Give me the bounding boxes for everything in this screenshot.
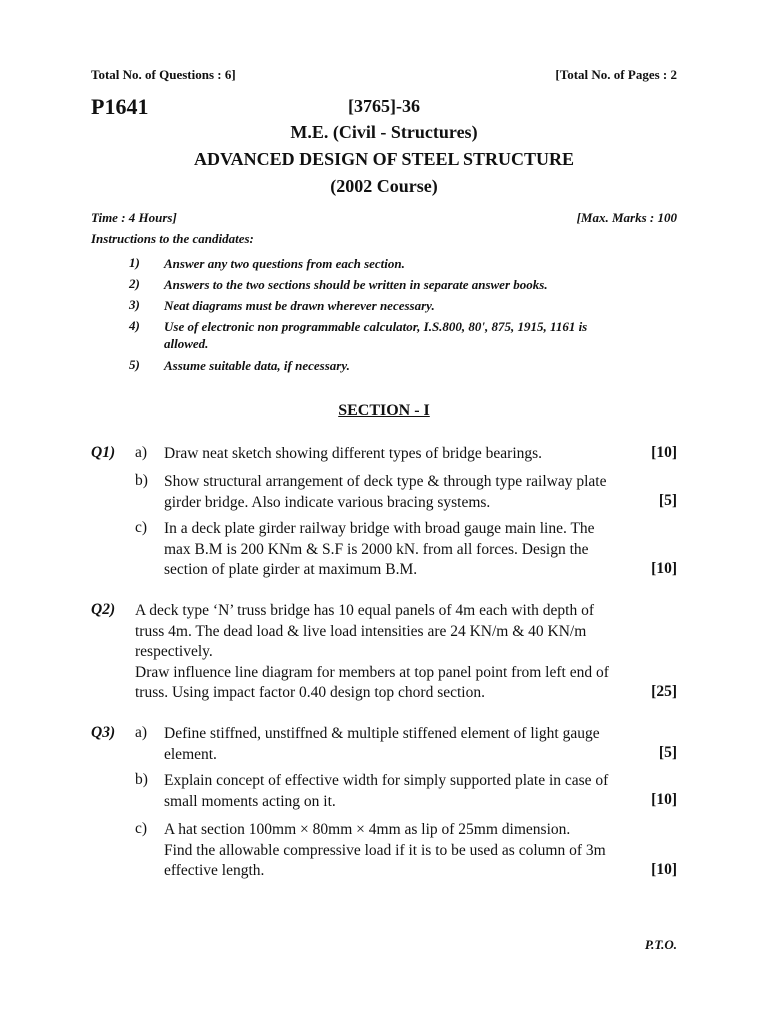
course-title: (2002 Course) bbox=[330, 176, 438, 196]
total-pages: [Total No. of Pages : 2 bbox=[555, 67, 677, 82]
marks: [5] bbox=[658, 492, 677, 509]
question-text: A deck type ‘N’ truss bridge has 10 equal panels of 4m each with depth of truss 4m. The dead load & live load intensities are 24 KN/m & 40 KN/m respectively. Draw influence line diagram for members at top panel point from left end of truss. Using impact factor 0.40 design top chord section. bbox=[135, 602, 609, 701]
instruction-number: 3) bbox=[129, 297, 140, 312]
question-text: Define stiffned, unstiffned & multiple stiffened element of light gauge element. bbox=[164, 725, 600, 763]
time-allowed: Time : 4 Hours] bbox=[91, 210, 177, 225]
degree-title: M.E. (Civil - Structures) bbox=[290, 122, 478, 142]
question-label: Q1) bbox=[91, 444, 116, 461]
instruction-number: 5) bbox=[129, 357, 140, 372]
instruction-number: 4) bbox=[129, 318, 140, 333]
pto-footer: P.T.O. bbox=[644, 937, 677, 952]
question-text: Draw neat sketch showing different types of bridge bearings. bbox=[164, 445, 543, 462]
paper-code: P1641 bbox=[91, 94, 149, 119]
max-marks: [Max. Marks : 100 bbox=[576, 210, 677, 225]
instructions-title: Instructions to the candidates: bbox=[91, 231, 254, 246]
marks: [10] bbox=[651, 560, 677, 577]
question-label: Q3) bbox=[91, 724, 116, 741]
instruction-text: Assume suitable data, if necessary. bbox=[164, 358, 350, 373]
total-questions: Total No. of Questions : 6] bbox=[91, 67, 236, 82]
section-title: SECTION - I bbox=[338, 402, 430, 419]
question-text: Explain concept of effective width for simply supported plate in case of small moments acting on it. bbox=[164, 772, 609, 810]
instruction-text: Use of electronic non programmable calculator, I.S.800, 80', 875, 1915, 1161 is allowed. bbox=[164, 319, 588, 351]
sub-label: b) bbox=[135, 472, 148, 489]
instruction-text: Answers to the two sections should be written in separate answer books. bbox=[164, 277, 548, 292]
marks: [25] bbox=[651, 683, 677, 700]
marks: [10] bbox=[651, 861, 677, 878]
marks: [10] bbox=[651, 791, 677, 808]
instruction-number: 2) bbox=[129, 276, 140, 291]
instruction-number: 1) bbox=[129, 255, 140, 270]
instruction-text: Neat diagrams must be drawn wherever necessary. bbox=[164, 298, 435, 313]
marks: [5] bbox=[658, 744, 677, 761]
subject-title: ADVANCED DESIGN OF STEEL STRUCTURE bbox=[193, 149, 575, 169]
exam-code: [3765]-36 bbox=[348, 96, 420, 116]
instruction-text: Answer any two questions from each section. bbox=[164, 256, 405, 271]
sub-label: c) bbox=[135, 519, 148, 536]
sub-label: b) bbox=[135, 771, 148, 788]
question-text: A hat section 100mm × 80mm × 4mm as lip of 25mm dimension. Find the allowable compressive load if it is to be used as column of 3m effective length. bbox=[164, 821, 606, 879]
sub-label: a) bbox=[135, 724, 148, 741]
question-text: In a deck plate girder railway bridge with broad gauge main line. The max B.M is 200 KNm & S.F is 2000 kN. from all forces. Design the section of plate girder at maximum B.M. bbox=[164, 520, 595, 578]
sub-label: c) bbox=[135, 820, 148, 837]
sub-label: a) bbox=[135, 444, 148, 461]
question-text: Show structural arrangement of deck type & through type railway plate girder bridge. Also indicate various bracing systems. bbox=[164, 473, 607, 511]
question-label: Q2) bbox=[91, 601, 116, 618]
marks: [10] bbox=[651, 444, 677, 461]
